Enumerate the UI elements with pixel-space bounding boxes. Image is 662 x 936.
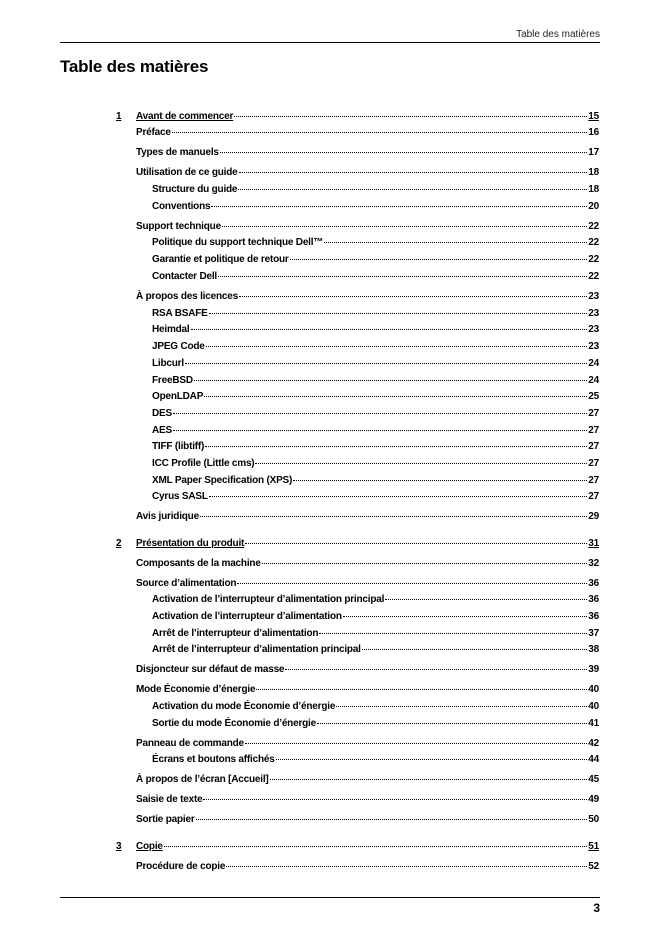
toc-page-number: 17 bbox=[588, 147, 599, 158]
toc-page-number: 39 bbox=[588, 664, 599, 675]
toc-dot-leader bbox=[194, 380, 587, 381]
toc-entry[interactable] bbox=[116, 753, 599, 767]
toc-entry-title: Avant de commencer bbox=[136, 111, 234, 122]
toc-entry-title: Disjoncteur sur défaut de masse bbox=[136, 664, 285, 675]
toc-dot-leader bbox=[164, 846, 587, 847]
toc-page-number: 50 bbox=[588, 814, 599, 825]
toc-dot-leader bbox=[256, 689, 587, 690]
toc-entry-title: Composants de la machine bbox=[136, 558, 261, 569]
toc-dot-leader bbox=[245, 743, 587, 744]
toc-page-number: 36 bbox=[588, 611, 599, 622]
toc-entry-title: Activation de l’interrupteur d’alimentation bbox=[152, 611, 342, 622]
toc-entry[interactable] bbox=[116, 357, 599, 371]
toc-entry[interactable] bbox=[116, 323, 599, 337]
toc-dot-leader bbox=[293, 480, 587, 481]
toc-dot-leader bbox=[196, 819, 588, 820]
toc-entry[interactable] bbox=[116, 577, 599, 591]
toc-entry[interactable] bbox=[116, 510, 599, 524]
toc-dot-leader bbox=[319, 633, 587, 634]
toc-page-number: 20 bbox=[588, 201, 599, 212]
toc-page-number: 49 bbox=[588, 794, 599, 805]
toc-entry-title: Activation du mode Économie d’énergie bbox=[152, 701, 336, 712]
toc-page-number: 22 bbox=[588, 271, 599, 282]
toc-entry-title: AES bbox=[152, 425, 172, 436]
toc-dot-leader bbox=[226, 866, 587, 867]
toc-entry-title: Présentation du produit bbox=[136, 538, 245, 549]
toc-page-number: 23 bbox=[588, 291, 599, 302]
toc-entry-title: Saisie de texte bbox=[136, 794, 203, 805]
toc-entry-title: ICC Profile (Little cms) bbox=[152, 458, 255, 469]
toc-chapter[interactable] bbox=[116, 537, 599, 551]
toc-page-number: 22 bbox=[588, 221, 599, 232]
toc-page-number: 42 bbox=[588, 738, 599, 749]
toc-chapter-number: 2 bbox=[116, 538, 122, 549]
toc-page-number: 27 bbox=[588, 491, 599, 502]
toc-page-number: 37 bbox=[588, 628, 599, 639]
toc-page-number: 38 bbox=[588, 644, 599, 655]
toc-page-number: 22 bbox=[588, 237, 599, 248]
toc-dot-leader bbox=[239, 296, 587, 297]
toc-entry-title: JPEG Code bbox=[152, 341, 205, 352]
toc-page-number: 22 bbox=[588, 254, 599, 265]
toc-entry-title: DES bbox=[152, 408, 172, 419]
toc-chapter[interactable] bbox=[116, 840, 599, 854]
toc-page-number: 16 bbox=[588, 127, 599, 138]
toc-page-number: 44 bbox=[588, 754, 599, 765]
toc-dot-leader bbox=[211, 206, 587, 207]
toc-entry[interactable] bbox=[116, 474, 599, 488]
toc-entry-title: Cyrus SASL bbox=[152, 491, 208, 502]
toc-page-number: 41 bbox=[588, 718, 599, 729]
toc-entry[interactable] bbox=[116, 793, 599, 807]
toc-entry[interactable] bbox=[116, 307, 599, 321]
toc-dot-leader bbox=[270, 779, 588, 780]
toc-entry-title: Panneau de commande bbox=[136, 738, 244, 749]
toc-entry[interactable] bbox=[116, 183, 599, 197]
toc-entry[interactable] bbox=[116, 220, 599, 234]
toc-page-number: 29 bbox=[588, 511, 599, 522]
toc-dot-leader bbox=[200, 516, 587, 517]
toc-entry-title: À propos de l’écran [Accueil] bbox=[136, 774, 269, 785]
toc-dot-leader bbox=[204, 396, 587, 397]
toc-entry[interactable] bbox=[116, 663, 599, 677]
toc-entry-title: Libcurl bbox=[152, 358, 184, 369]
toc-entry-title: Sortie papier bbox=[136, 814, 195, 825]
toc-page-number: 27 bbox=[588, 458, 599, 469]
toc-entry[interactable] bbox=[116, 340, 599, 354]
toc-dot-leader bbox=[172, 132, 588, 133]
toc-entry[interactable] bbox=[116, 374, 599, 388]
toc-entry-title: Mode Économie d’énergie bbox=[136, 684, 256, 695]
toc-dot-leader bbox=[205, 446, 587, 447]
toc-page-number: 52 bbox=[588, 861, 599, 872]
toc-entry[interactable] bbox=[116, 490, 599, 504]
toc-dot-leader bbox=[343, 616, 588, 617]
toc-chapter-number: 1 bbox=[116, 111, 122, 122]
toc-entry-title: Copie bbox=[136, 841, 163, 852]
toc-page-number: 24 bbox=[588, 375, 599, 386]
toc-page-number: 24 bbox=[588, 358, 599, 369]
toc-entry[interactable] bbox=[116, 146, 599, 160]
toc-entry[interactable] bbox=[116, 643, 599, 657]
toc-entry[interactable] bbox=[116, 593, 599, 607]
toc-entry[interactable] bbox=[116, 126, 599, 140]
toc-entry[interactable] bbox=[116, 773, 599, 787]
toc-entry-title: Utilisation de ce guide bbox=[136, 167, 238, 178]
toc-entry[interactable] bbox=[116, 627, 599, 641]
toc-entry[interactable] bbox=[116, 860, 599, 874]
toc-page-number: 18 bbox=[588, 167, 599, 178]
toc-page-number: 27 bbox=[588, 425, 599, 436]
toc-dot-leader bbox=[285, 669, 587, 670]
toc-page-number: 40 bbox=[588, 701, 599, 712]
toc-dot-leader bbox=[336, 706, 587, 707]
toc-entry[interactable] bbox=[116, 457, 599, 471]
toc-dot-leader bbox=[218, 276, 587, 277]
toc-entry-title: Arrêt de l’interrupteur d’alimentation principal bbox=[152, 644, 361, 655]
toc-page-number: 23 bbox=[588, 308, 599, 319]
toc-entry-title: Procédure de copie bbox=[136, 861, 226, 872]
toc-page-number: 45 bbox=[588, 774, 599, 785]
toc-dot-leader bbox=[203, 799, 587, 800]
toc-entry-title: XML Paper Specification (XPS) bbox=[152, 475, 293, 486]
table-of-contents bbox=[116, 0, 599, 936]
toc-dot-leader bbox=[185, 363, 587, 364]
toc-page-number: 51 bbox=[588, 841, 599, 852]
toc-entry-title: Structure du guide bbox=[152, 184, 238, 195]
toc-entry[interactable] bbox=[116, 200, 599, 214]
toc-dot-leader bbox=[173, 413, 587, 414]
toc-dot-leader bbox=[209, 313, 588, 314]
toc-entry[interactable] bbox=[116, 717, 599, 731]
toc-entry-title: RSA BSAFE bbox=[152, 308, 208, 319]
toc-entry-title: Garantie et politique de retour bbox=[152, 254, 289, 265]
toc-dot-leader bbox=[276, 759, 588, 760]
toc-entry[interactable] bbox=[116, 253, 599, 267]
toc-entry-title: Source d’alimentation bbox=[136, 578, 237, 589]
toc-page-number: 18 bbox=[588, 184, 599, 195]
toc-entry[interactable] bbox=[116, 407, 599, 421]
toc-page-number: 31 bbox=[588, 538, 599, 549]
toc-dot-leader bbox=[362, 649, 588, 650]
toc-dot-leader bbox=[255, 463, 587, 464]
toc-page-number: 27 bbox=[588, 441, 599, 452]
toc-dot-leader bbox=[234, 116, 587, 117]
toc-dot-leader bbox=[222, 226, 587, 227]
toc-entry-title: À propos des licences bbox=[136, 291, 238, 302]
toc-dot-leader bbox=[385, 599, 587, 600]
toc-page-number: 15 bbox=[588, 111, 599, 122]
toc-dot-leader bbox=[239, 172, 588, 173]
toc-entry[interactable] bbox=[116, 390, 599, 404]
toc-chapter[interactable] bbox=[116, 110, 599, 124]
toc-entry[interactable] bbox=[116, 813, 599, 827]
toc-entry[interactable] bbox=[116, 683, 599, 697]
toc-dot-leader bbox=[206, 346, 588, 347]
toc-entry-title: Sortie du mode Économie d’énergie bbox=[152, 718, 316, 729]
toc-entry[interactable] bbox=[116, 557, 599, 571]
toc-dot-leader bbox=[209, 496, 587, 497]
toc-dot-leader bbox=[324, 242, 587, 243]
toc-page-number: 27 bbox=[588, 408, 599, 419]
toc-entry[interactable] bbox=[116, 737, 599, 751]
toc-entry[interactable] bbox=[116, 700, 599, 714]
toc-entry-title: Écrans et boutons affichés bbox=[152, 754, 275, 765]
toc-entry-title: Politique du support technique Dell™ bbox=[152, 237, 324, 248]
toc-dot-leader bbox=[191, 329, 588, 330]
toc-page-number: 36 bbox=[588, 578, 599, 589]
toc-dot-leader bbox=[262, 563, 588, 564]
toc-entry-title: Support technique bbox=[136, 221, 221, 232]
toc-entry[interactable] bbox=[116, 290, 599, 304]
toc-dot-leader bbox=[173, 430, 587, 431]
running-header: Table des matières bbox=[516, 29, 600, 40]
toc-dot-leader bbox=[238, 189, 587, 190]
toc-entry[interactable] bbox=[116, 270, 599, 284]
toc-chapter-number: 3 bbox=[116, 841, 122, 852]
toc-page-number: 25 bbox=[588, 391, 599, 402]
toc-dot-leader bbox=[220, 152, 588, 153]
toc-entry-title: Activation de l’interrupteur d’alimentation principal bbox=[152, 594, 385, 605]
toc-entry-title: Préface bbox=[136, 127, 171, 138]
page-number: 3 bbox=[593, 901, 600, 915]
toc-entry[interactable] bbox=[116, 610, 599, 624]
toc-page-number: 23 bbox=[588, 324, 599, 335]
toc-dot-leader bbox=[290, 259, 588, 260]
toc-page-number: 32 bbox=[588, 558, 599, 569]
toc-page-number: 36 bbox=[588, 594, 599, 605]
toc-entry[interactable] bbox=[116, 236, 599, 250]
toc-entry-title: TIFF (libtiff) bbox=[152, 441, 205, 452]
toc-entry-title: Types de manuels bbox=[136, 147, 219, 158]
toc-page-number: 27 bbox=[588, 475, 599, 486]
toc-entry-title: Contacter Dell bbox=[152, 271, 217, 282]
footer-rule bbox=[60, 897, 600, 898]
toc-entry-title: Heimdal bbox=[152, 324, 190, 335]
toc-page-number: 40 bbox=[588, 684, 599, 695]
toc-dot-leader bbox=[245, 543, 587, 544]
toc-entry-title: Avis juridique bbox=[136, 511, 199, 522]
toc-entry[interactable] bbox=[116, 424, 599, 438]
toc-entry-title: Arrêt de l’interrupteur d’alimentation bbox=[152, 628, 319, 639]
toc-entry[interactable] bbox=[116, 166, 599, 180]
toc-entry-title: OpenLDAP bbox=[152, 391, 204, 402]
toc-entry-title: Conventions bbox=[152, 201, 211, 212]
toc-entry-title: FreeBSD bbox=[152, 375, 193, 386]
toc-dot-leader bbox=[317, 723, 587, 724]
toc-page-number: 23 bbox=[588, 341, 599, 352]
toc-entry[interactable] bbox=[116, 440, 599, 454]
page-title: Table des matières bbox=[60, 57, 209, 76]
toc-dot-leader bbox=[237, 583, 587, 584]
